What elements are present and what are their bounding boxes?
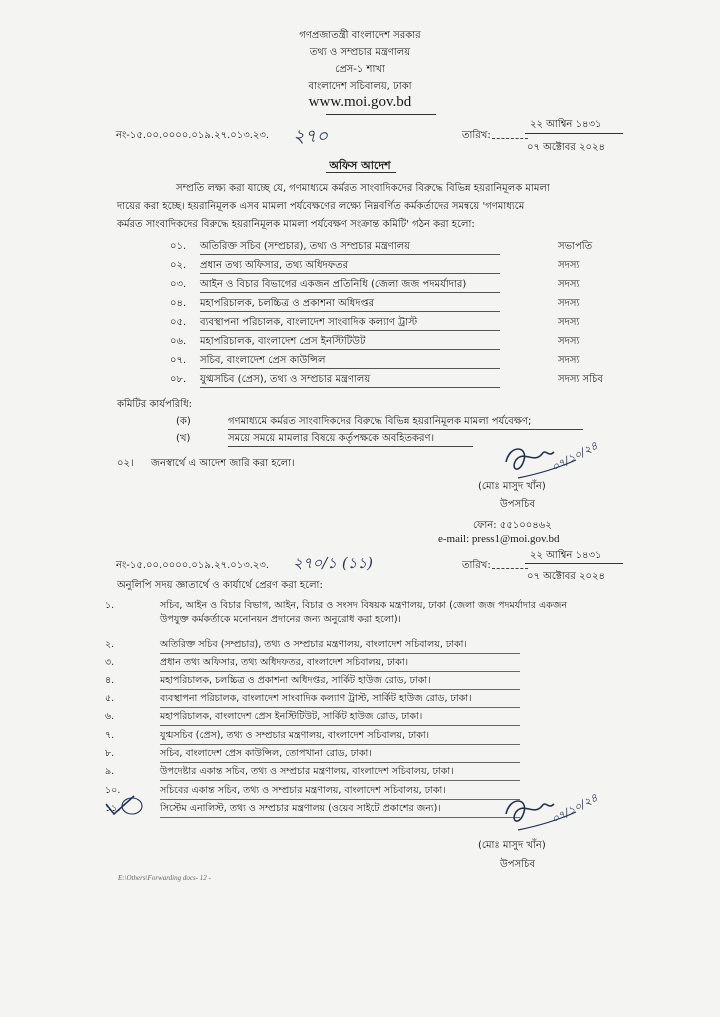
tor-item-2: সময়ে সময়ে মামলার বিষয়ে কর্তৃপক্ষকে অবহিতকরণ।: [228, 433, 435, 444]
tor-heading: কমিটির কার্যপরিধি:: [117, 399, 193, 410]
copy-underline: [160, 762, 520, 763]
memo-number: নং-১৫.০০.০০০০.০১৯.২৭.০১৩.২৩.: [116, 130, 270, 141]
letterhead-govt: গণপ্রজাতন্ত্রী বাংলাদেশ সরকার: [299, 30, 421, 41]
copy-number: ৯.: [105, 766, 115, 777]
member-role: সদস্য: [558, 317, 580, 328]
signatory2-designation: উপসচিব: [500, 859, 536, 870]
member-role: সদস্য: [558, 355, 580, 366]
tor-item-1: গণমাধ্যমে কর্মরত সাংবাদিকদের বিরুদ্ধে বিভিন্ন হয়রানিমূলক মামলা পর্যবেক্ষণ;: [228, 416, 532, 427]
para-2-no: ০২।: [117, 458, 134, 469]
member-underline: [200, 330, 500, 331]
member-underline: [200, 273, 500, 274]
tor-item-2-no: (খ): [176, 433, 191, 444]
copy-heading: অনুলিপি সদয় জ্ঞাতার্থে ও কার্যার্থে প্রেরণ করা হলো:: [117, 580, 323, 591]
committee-member: [170, 353, 690, 367]
member-number: ০৫.: [170, 317, 187, 328]
signatory2-name: (মোঃ মাসুদ খাঁন): [478, 840, 546, 851]
member-name: অতিরিক্ত সচিব (সম্প্রচার), তথ্য ও সম্প্রচার মন্ত্রণালয়: [200, 241, 411, 252]
memo2-date-bangla: ২২ আশ্বিন ১৪৩১: [530, 550, 602, 561]
footer-path: E:\Others\Forwarding docs- 12 -: [118, 874, 211, 882]
memo2-number-handwritten: ২৭০/১ (১১): [293, 554, 373, 572]
memo-number-handwritten: ২৭০: [293, 126, 329, 147]
member-number: ০৭.: [170, 355, 187, 366]
member-role: সদস্য: [558, 279, 580, 290]
signatory-email: e-mail: press1@moi.gov.bd: [438, 533, 560, 545]
member-number: ০২.: [170, 260, 187, 271]
committee-member: [170, 315, 690, 329]
para-2-text: জনস্বার্থে এ আদেশ জারি করা হলো।: [151, 458, 295, 469]
member-underline: [200, 349, 500, 350]
intro-line-1: সম্প্রতি লক্ষ্য করা যাচ্ছে যে, গণমাধ্যমে কর্মরত সাংবাদিকদের বিরুদ্ধে বিভিন্ন হয়রানিমূলক মামলা: [176, 183, 550, 194]
copy-underline: [160, 817, 520, 818]
memo-date-label: তারিখ:: [462, 130, 491, 141]
copy-text: সিস্টেম এনালিস্ট, তথ্য ও সম্প্রচার মন্ত্রণালয় (ওয়েব সাইটে প্রকাশের জন্য)।: [160, 803, 441, 814]
copy-underline: [160, 707, 520, 708]
member-underline: [200, 387, 500, 388]
copy-number: ১১.: [105, 803, 121, 814]
member-name: সচিব, বাংলাদেশ প্রেস কাউন্সিল: [200, 355, 326, 366]
member-number: ০৬.: [170, 336, 187, 347]
member-name: মহাপরিচালক, চলচ্চিত্র ও প্রকাশনা অধিদপ্তর: [200, 298, 375, 309]
copy-number: ১.: [105, 600, 115, 611]
memo-date-english: ০৭ অক্টোবর ২০২৪: [527, 142, 606, 153]
member-number: ০১.: [170, 241, 187, 252]
copy-text: মহাপরিচালক, চলচ্চিত্র ও প্রকাশনা অধিদপ্তর, সার্কিট হাউজ রোড, ঢাকা।: [160, 675, 431, 686]
copy-text: সচিব, বাংলাদেশ প্রেস কাউন্সিল, তোপখানা রোড, ঢাকা।: [160, 748, 372, 759]
member-name: মহাপরিচালক, বাংলাদেশ প্রেস ইনস্টিটিউট: [200, 336, 366, 347]
signatory-name: (মোঃ মাসুদ খাঁন): [478, 481, 546, 492]
copy-number: ৬.: [105, 711, 115, 722]
copy-underline: [160, 671, 520, 672]
committee-member: [170, 258, 690, 272]
member-number: ০৪.: [170, 298, 187, 309]
copy-text: অতিরিক্ত সচিব (সম্প্রচার), তথ্য ও সম্প্রচার মন্ত্রণালয়, বাংলাদেশ সচিবালয়, ঢাকা।: [160, 639, 467, 650]
committee-member: [170, 296, 690, 310]
tor-item-1-no: (ক): [176, 416, 191, 427]
copy-underline: [160, 780, 520, 781]
signature-1-date: ০৭/১০/২৪: [549, 439, 600, 475]
member-name: যুগ্মসচিব (প্রেস), তথ্য ও সম্প্রচার মন্ত্রণালয়: [200, 374, 371, 385]
signatory-designation: উপসচিব: [500, 499, 536, 510]
letterhead-branch: প্রেস-১ শাখা: [335, 64, 385, 75]
letterhead-address: বাংলাদেশ সচিবালয়, ঢাকা: [308, 81, 412, 92]
copy-number: ২.: [105, 639, 115, 650]
memo2-date-label: তারিখ:: [462, 560, 491, 571]
member-number: ০৩.: [170, 279, 187, 290]
letterhead-website: www.moi.gov.bd: [308, 94, 412, 110]
copy-number: ৩.: [105, 657, 115, 668]
date2-divider: [525, 563, 623, 564]
copy-text: যুগ্মসচিব (প্রেস), তথ্য ও সম্প্রচার মন্ত্রণালয়, বাংলাদেশ সচিবালয়, ঢাকা।: [160, 730, 429, 741]
copy-underline: [160, 653, 520, 654]
member-underline: [200, 368, 500, 369]
copy-text: সচিব, আইন ও বিচার বিভাগ, আইন, বিচার ও সংসদ বিষয়ক মন্ত্রণালয়, ঢাকা (জেলা জজ পদমর্যাদার একজন উপযুক্ত কর্মকর্তাকে মনোনয়ন প্রদানের জন্য অনুরোধ করা হলো)।: [160, 600, 567, 625]
member-underline: [200, 292, 500, 293]
member-role: সদস্য: [558, 336, 580, 347]
copy-number: ৪.: [105, 675, 115, 686]
copy-underline: [160, 744, 520, 745]
copy-text: প্রধান তথ্য অফিসার, তথ্য অধিদফতর, বাংলাদেশ সচিবালয়, ঢাকা।: [160, 657, 408, 668]
member-role: সভাপতি: [558, 241, 593, 252]
memo2-number: নং-১৫.০০.০০০০.০১৯.২৭.০১৩.২৩.: [116, 560, 270, 571]
title-underline: [326, 172, 396, 173]
member-role: সদস্য: [558, 260, 580, 271]
date-dash: [492, 138, 528, 139]
copy-number: ১০.: [105, 785, 121, 796]
copy-text: সচিবের একান্ত সচিব, তথ্য ও সম্প্রচার মন্ত্রণালয়, বাংলাদেশ সচিবালয়, ঢাকা।: [160, 785, 446, 796]
date2-dash: [492, 568, 528, 569]
memo2-date-english: ০৭ অক্টোবর ২০২৪: [527, 571, 606, 582]
member-name: আইন ও বিচার বিভাগের একজন প্রতিনিধি (জেলা জজ পদমর্যাদার): [200, 279, 467, 290]
committee-member: [170, 239, 690, 253]
website-underline: [326, 114, 436, 115]
member-role: সদস্য: [558, 298, 580, 309]
member-role: সদস্য সচিব: [558, 374, 603, 385]
copy-text: উপদেষ্টার একান্ত সচিব, তথ্য ও সম্প্রচার মন্ত্রণালয়, বাংলাদেশ সচিবালয়, ঢাকা।: [160, 766, 454, 777]
member-number: ০৮.: [170, 374, 187, 385]
tick-mark-icon: [104, 794, 144, 820]
copy-text: ব্যবস্থাপনা পরিচালক, বাংলাদেশ সাংবাদিক কল্যাণ ট্রাস্ট, সার্কিট হাউজ রোড, ঢাকা।: [160, 693, 472, 704]
member-name: প্রধান তথ্য অফিসার, তথ্য অধিদফতর: [200, 260, 349, 271]
committee-member: [170, 277, 690, 291]
committee-member: [170, 372, 690, 386]
member-underline: [200, 254, 500, 255]
copy-number: ৫.: [105, 693, 115, 704]
date-divider: [525, 133, 623, 134]
member-name: ব্যবস্থাপনা পরিচালক, বাংলাদেশ সাংবাদিক কল্যাণ ট্রাস্ট: [200, 317, 418, 328]
signature-2-date: ০৭/১০/২৪: [549, 791, 600, 827]
committee-member: [170, 334, 690, 348]
letterhead-ministry: তথ্য ও সম্প্রচার মন্ত্রণালয়: [309, 47, 411, 58]
tor-underline-2: [228, 446, 473, 447]
copy-number: ৭.: [105, 730, 115, 741]
intro-line-2: দায়ের করা হচ্ছে। হয়রানিমূলক এসব মামলা পর্যবেক্ষণের লক্ষ্যে নিম্নবর্ণিত কর্মকর্তাদের সমন্বয়ে 'গণমাধ্যমে: [117, 201, 525, 212]
signatory-phone: ফোন: ৫৫১০০৪৬২: [473, 520, 552, 531]
memo-date-bangla: ২২ আশ্বিন ১৪৩১: [530, 119, 602, 130]
copy-underline: [160, 799, 520, 800]
page-title: অফিস আদেশ: [329, 159, 391, 172]
copy-underline: [160, 689, 520, 690]
copy-text: মহাপরিচালক, বাংলাদেশ প্রেস ইনস্টিটিউট, সার্কিট হাউজ রোড, ঢাকা।: [160, 711, 423, 722]
copy-number: ৮.: [105, 748, 115, 759]
intro-line-3: কর্মরত সাংবাদিকদের বিরুদ্ধে হয়রানিমূলক মামলা পর্যবেক্ষণ সংক্রান্ত কমিটি' গঠন করা হলো:: [117, 219, 475, 230]
member-underline: [200, 311, 500, 312]
copy-underline: [160, 725, 520, 726]
